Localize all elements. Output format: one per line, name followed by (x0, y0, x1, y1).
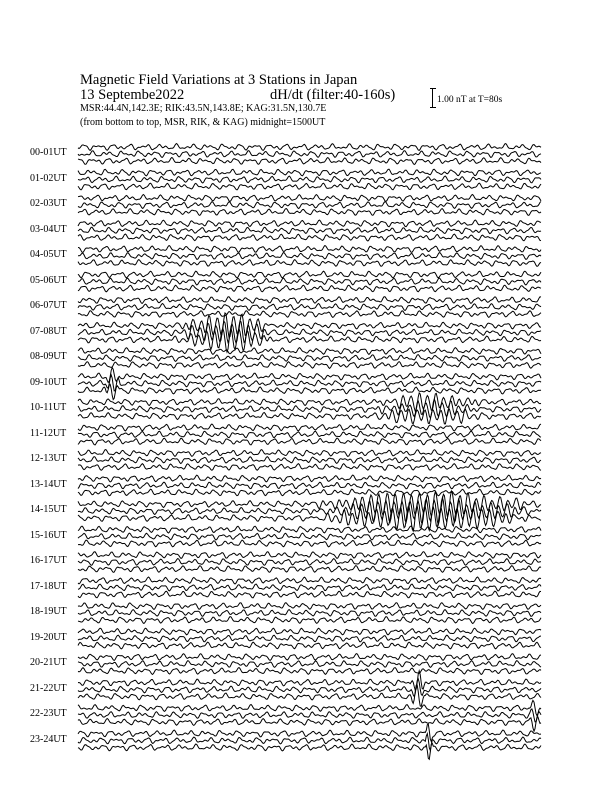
trace-rik (78, 610, 541, 617)
trace-kag (78, 577, 541, 584)
trace-kag (78, 297, 541, 304)
trace-msr (78, 438, 541, 445)
hour-label: 17-18UT (30, 580, 67, 592)
hour-label: 06-07UT (30, 300, 67, 311)
trace-kag (78, 700, 541, 715)
scale-bar (430, 88, 436, 108)
trace-rik (78, 584, 541, 591)
trace-rik (78, 253, 541, 260)
hour-label: 09-10UT (30, 376, 67, 388)
trace-msr (78, 311, 541, 318)
trace-kag (78, 475, 541, 482)
quantity-label: dH/dt (filter:40-160s) (270, 87, 396, 103)
trace-kag (78, 144, 541, 151)
hour-label: 14-15UT (30, 504, 67, 515)
trace-msr (78, 617, 541, 624)
trace-kag (78, 424, 541, 431)
trace-msr (78, 362, 541, 369)
trace-rik (78, 278, 541, 285)
trace-rik (78, 399, 541, 418)
trace-kag (78, 450, 541, 457)
hour-label: 18-19UT (30, 606, 67, 617)
trace-msr (78, 743, 541, 759)
trace-kag (78, 271, 541, 278)
station-coordinates: MSR:44.4N,142.3E; RIK:43.5N,143.8E; KAG:31.5N,130.7E (80, 103, 327, 114)
trace-msr (78, 158, 541, 165)
trace-msr (78, 717, 541, 731)
trace-msr (78, 384, 541, 399)
station-order-note: (from bottom to top, MSR, RIK, & KAG) midnight=1500UT (80, 117, 326, 128)
trace-kag (78, 220, 541, 227)
trace-rik (78, 734, 541, 751)
hour-label: 23-24UT (30, 733, 67, 745)
hour-label: 00-01UT (30, 147, 67, 158)
hour-label: 03-04UT (30, 223, 67, 235)
hour-label: 19-20UT (30, 631, 67, 643)
hour-label: 16-17UT (30, 555, 67, 566)
trace-rik (78, 457, 541, 464)
trace-kag (78, 393, 541, 411)
hour-label: 02-03UT (30, 198, 67, 209)
trace-rik (78, 304, 541, 311)
trace-msr (78, 260, 541, 267)
trace-kag (78, 654, 541, 661)
hour-label: 11-12UT (30, 427, 67, 439)
date-label: 13 Septembe2022 (80, 87, 185, 103)
trace-msr (78, 209, 541, 216)
trace-rik (78, 482, 541, 489)
hour-label: 12-13UT (30, 453, 67, 464)
hour-label: 04-05UT (30, 249, 67, 260)
trace-msr (78, 285, 541, 292)
hour-label: 22-23UT (30, 708, 67, 719)
trace-rik (78, 635, 541, 642)
trace-rik (78, 431, 541, 438)
trace-msr (78, 464, 541, 471)
trace-rik (78, 227, 541, 234)
hour-label: 13-14UT (30, 478, 67, 490)
trace-kag (78, 246, 541, 253)
hour-label: 07-08UT (30, 325, 67, 337)
hour-label: 21-22UT (30, 682, 67, 694)
trace-kag (78, 526, 541, 533)
hour-label: 20-21UT (30, 657, 67, 668)
trace-msr (78, 591, 541, 598)
chart-title: Magnetic Field Variations at 3 Stations in Japan (80, 72, 358, 88)
trace-kag (78, 169, 541, 176)
trace-msr (78, 642, 541, 649)
scale-label: 1.00 nT at T=80s (437, 95, 503, 105)
trace-msr (78, 489, 541, 496)
trace-rik (78, 202, 541, 209)
trace-msr (78, 234, 541, 241)
trace-rik (78, 355, 541, 362)
trace-rik (78, 661, 541, 668)
hour-label: 01-02UT (30, 172, 67, 184)
hour-label: 15-16UT (30, 529, 67, 541)
trace-kag (78, 368, 541, 383)
trace-kag (78, 628, 541, 635)
hour-label: 08-09UT (30, 351, 67, 362)
trace-kag (78, 348, 541, 355)
trace-msr (78, 183, 541, 190)
trace-kag (78, 195, 541, 202)
trace-rik (78, 375, 541, 391)
trace-rik (78, 559, 541, 566)
hour-label: 05-06UT (30, 274, 67, 286)
trace-rik (78, 151, 541, 158)
trace-kag (78, 603, 541, 610)
trace-msr (78, 566, 541, 573)
trace-rik (78, 533, 541, 540)
trace-rik (78, 176, 541, 183)
hour-label: 10-11UT (30, 402, 67, 413)
trace-msr (78, 668, 541, 675)
trace-msr (78, 540, 541, 547)
trace-kag (78, 552, 541, 559)
